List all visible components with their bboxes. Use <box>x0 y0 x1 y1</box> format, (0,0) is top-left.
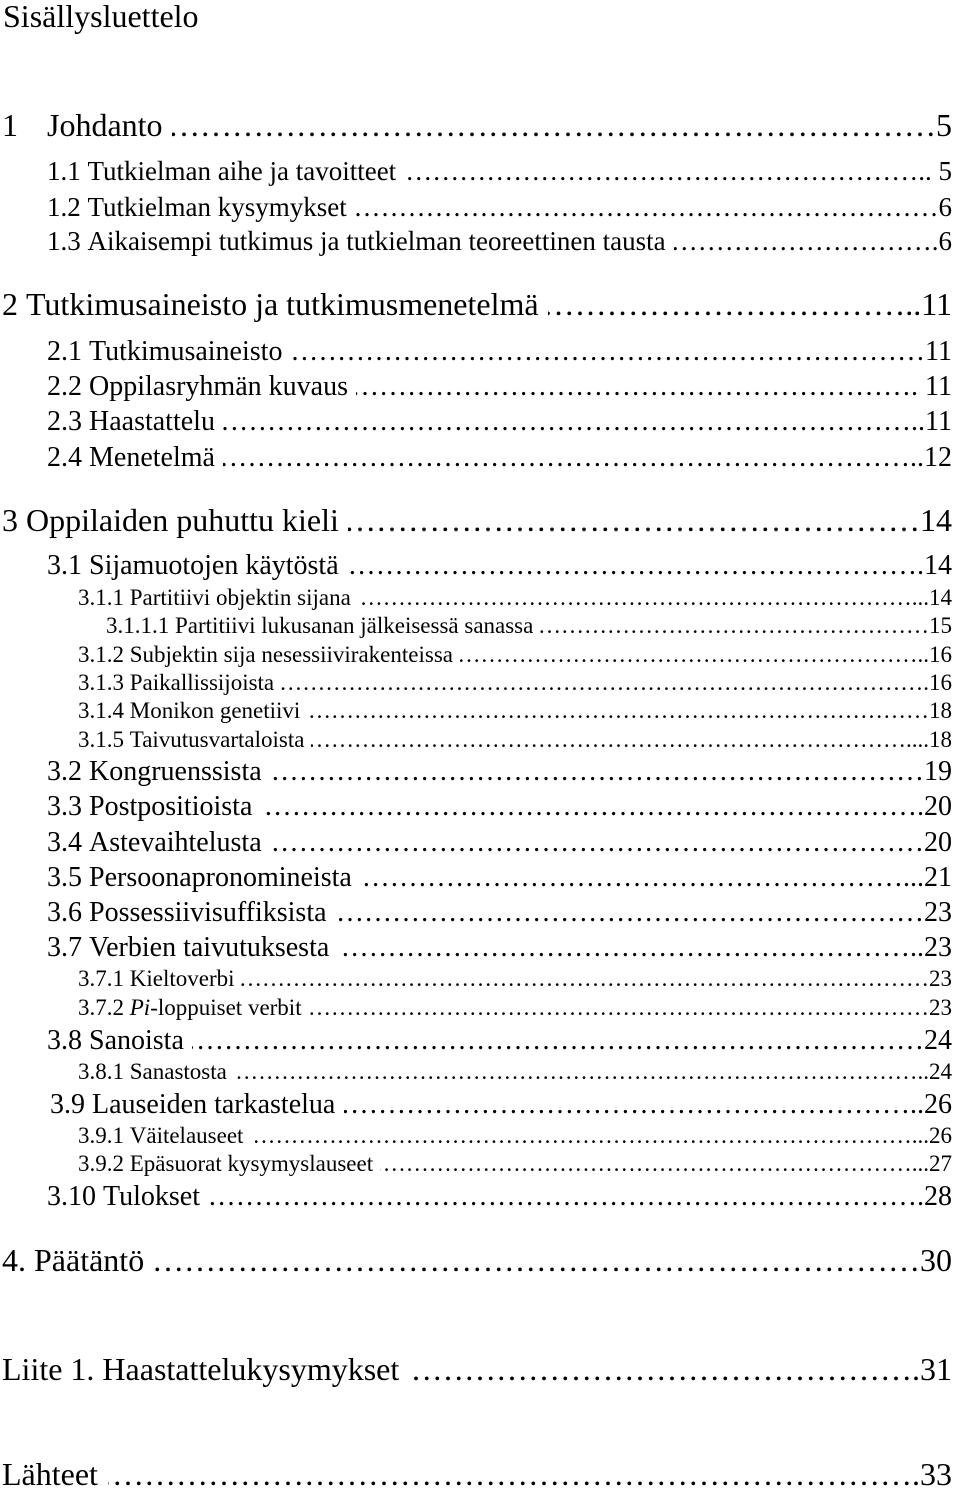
page-number: 16 <box>929 642 952 667</box>
dot-leader <box>172 109 936 141</box>
entry-number: 1.2 <box>47 192 81 222</box>
page-number: 6 <box>938 226 952 256</box>
entry-number: 3.1.3 <box>78 670 124 695</box>
entry-number: 1.3 <box>47 226 81 256</box>
entry-number: 3.1 <box>47 550 82 581</box>
dot-leader <box>338 934 910 962</box>
leader-tail: ... <box>911 1151 929 1176</box>
toc-entry-4 <box>47 228 952 255</box>
page-number: 27 <box>929 1151 952 1176</box>
dot-leader <box>540 614 929 637</box>
entry-title-text: Taivutusvartaloista <box>129 727 305 752</box>
page-number: 11 <box>921 286 952 322</box>
dot-leader <box>344 1091 910 1119</box>
dot-leader <box>234 1060 918 1083</box>
page-number: 23 <box>924 897 952 928</box>
entry-title-text: Kongruenssista <box>89 756 262 787</box>
leader-tail: . <box>911 371 926 402</box>
leader-tail: .. <box>917 642 929 667</box>
page-number: 21 <box>924 862 952 893</box>
entry-title-text: Liite 1. Haastattelukysymykset <box>2 1351 400 1387</box>
entry-title-text: Aikaisempi tutkimus ja tutkielman teoreettinen tausta <box>87 226 666 256</box>
entry-number: 3.6 <box>47 897 82 928</box>
entry-title-text: Partitiivi objektin sijana <box>129 585 351 610</box>
dot-leader <box>223 444 910 472</box>
entry-number: 3.8 <box>47 1025 82 1056</box>
entry-title-text: Tutkimusaineisto <box>89 336 283 367</box>
page-number: 33 <box>920 1456 952 1491</box>
entry-title <box>175 614 533 637</box>
leader-tail: .. <box>917 1059 929 1084</box>
entry-title <box>130 699 301 722</box>
entry-title-text: Epäsuorat kysymyslauseet <box>129 1151 374 1176</box>
dot-leader <box>355 194 939 221</box>
entry-title <box>88 228 666 255</box>
entry-number: 1 <box>2 107 18 143</box>
entry-number: 3.7 <box>47 932 82 963</box>
entry-title <box>130 996 302 1019</box>
entry-title <box>89 552 339 580</box>
entry-number: 3.3 <box>47 791 82 822</box>
entry-title <box>89 338 282 366</box>
entry-number: 3.1.1 <box>78 585 124 610</box>
dot-leader <box>281 671 923 694</box>
entry-title <box>130 967 235 990</box>
dot-leader <box>108 1458 912 1490</box>
leader-tail: . <box>917 1181 924 1212</box>
entry-title-text: Sanoista <box>89 1025 184 1056</box>
entry-title-text: Lauseiden tarkastelua <box>92 1089 336 1120</box>
entry-title <box>89 1027 184 1055</box>
entry-number: 2 <box>2 286 18 322</box>
toc-entry-15 <box>78 671 952 694</box>
leader-tail: . <box>931 226 939 256</box>
toc-entry-5 <box>2 288 952 320</box>
leader-tail: . <box>912 1456 920 1491</box>
entry-title <box>89 864 352 892</box>
entry-number: 3.1.2 <box>78 642 124 667</box>
entry-title-text: Haastattelu <box>89 406 215 437</box>
toc-title: Sisällysluettelo <box>3 0 199 34</box>
page-number: 23 <box>929 966 952 991</box>
toc-entry-13 <box>106 614 952 637</box>
entry-number: 2.1 <box>47 336 82 367</box>
entry-number: 3 <box>2 502 18 538</box>
leader-tail: . <box>917 550 924 581</box>
entry-title <box>130 586 351 609</box>
entry-title-text: Tutkielman kysymykset <box>87 192 347 222</box>
toc-entry-17 <box>78 728 952 751</box>
entry-number: 3.9 <box>50 1089 85 1120</box>
entry-title <box>47 109 163 141</box>
entry-number: 3.7.1 <box>78 966 124 991</box>
toc-entry-14 <box>78 643 952 666</box>
leader-tail: ... <box>911 1123 929 1148</box>
toc-entry-8 <box>47 408 952 436</box>
leader-tail: .. <box>918 156 939 186</box>
entry-title <box>130 643 453 666</box>
toc-entry-18 <box>47 758 952 786</box>
toc-entry-20 <box>47 829 952 857</box>
entry-title-text: Johdanto <box>47 107 163 143</box>
dot-leader <box>404 158 918 185</box>
dot-leader <box>358 586 912 609</box>
entry-title <box>2 1458 98 1490</box>
entry-number: 3.7.2 <box>78 995 124 1020</box>
entry-title-text: Persoonapronomineista <box>89 862 352 893</box>
entry-number: 3.9.1 <box>78 1123 124 1148</box>
entry-title <box>89 408 215 436</box>
toc-entry-31 <box>47 1183 952 1211</box>
entry-title <box>130 671 274 694</box>
entry-title <box>89 758 262 786</box>
page-number: 19 <box>924 756 952 787</box>
page-number: 11 <box>925 336 952 367</box>
entry-title <box>89 373 348 401</box>
page-number: 14 <box>920 502 952 538</box>
dot-leader <box>270 758 924 786</box>
page-number: 20 <box>924 827 952 858</box>
toc-entry-1 <box>2 109 952 141</box>
entry-title-text: Postpositioista <box>89 791 253 822</box>
toc-entry-24 <box>78 967 952 990</box>
page-number: 26 <box>929 1123 952 1148</box>
entry-number: 3.4 <box>47 827 82 858</box>
page-number: 24 <box>929 1059 952 1084</box>
dot-leader <box>347 552 917 580</box>
entry-number: 3.10 <box>47 1181 96 1212</box>
page-number: 24 <box>924 1025 952 1056</box>
entry-title <box>130 1152 373 1175</box>
entry-number: 2.3 <box>47 406 82 437</box>
entry-title-text: Päätäntö <box>34 1242 145 1278</box>
toc-entry-12 <box>78 586 952 609</box>
dot-leader <box>335 899 924 927</box>
entry-title-text: Kieltoverbi <box>129 966 235 991</box>
toc-entry-30 <box>78 1152 952 1175</box>
page-number: 30 <box>920 1242 952 1278</box>
page-number: 23 <box>929 995 952 1020</box>
dot-leader <box>208 1183 917 1211</box>
page-number: 28 <box>924 1181 952 1212</box>
dot-leader <box>409 1353 912 1385</box>
dot-leader <box>250 1124 911 1147</box>
entry-number: 3.9.2 <box>78 1151 124 1176</box>
dot-leader <box>192 1027 924 1055</box>
entry-title <box>92 1091 335 1119</box>
toc-entry-32 <box>2 1244 952 1276</box>
entry-title <box>89 934 329 962</box>
toc-entry-10 <box>2 504 952 536</box>
leader-tail: . <box>923 670 929 695</box>
toc-entry-11 <box>47 552 952 580</box>
entry-number: 3.1.5 <box>78 727 124 752</box>
entry-title <box>89 793 252 821</box>
leader-tail: .... <box>906 727 929 752</box>
page-number: 18 <box>929 698 952 723</box>
toc-entry-25 <box>78 996 952 1019</box>
dot-leader <box>154 1244 920 1276</box>
entry-title-text: Lähteet <box>2 1456 98 1491</box>
entry-title-text: Possessiivisuffiksista <box>89 897 327 928</box>
entry-title <box>130 728 305 751</box>
entry-title-text: Partitiivi lukusanan jälkeisessä sanassa <box>175 613 534 638</box>
page-number: 15 <box>929 613 952 638</box>
entry-title <box>26 288 539 320</box>
entry-number: 3.5 <box>47 862 82 893</box>
page-number: 14 <box>929 585 952 610</box>
leader-tail: .. <box>911 406 926 437</box>
entry-title <box>89 829 262 857</box>
leader-tail: . <box>917 791 924 822</box>
toc-entry-23 <box>47 934 952 962</box>
entry-title-text: Oppilaiden puhuttu kieli <box>26 502 339 538</box>
dot-leader <box>311 728 906 751</box>
dot-leader <box>308 996 929 1019</box>
leader-tail: ... <box>911 585 929 610</box>
page-number: 20 <box>924 791 952 822</box>
entry-title <box>88 158 397 185</box>
toc-entry-3 <box>47 194 952 221</box>
page-number: 14 <box>924 550 952 581</box>
dot-leader <box>241 967 929 990</box>
entry-number: 4. <box>2 1242 26 1278</box>
page-number: 6 <box>938 192 952 222</box>
toc-entry-33 <box>2 1353 952 1385</box>
toc-entry-16 <box>78 699 952 722</box>
entry-number: 3.2 <box>47 756 82 787</box>
entry-title <box>89 444 215 472</box>
leader-tail: .. <box>910 442 924 473</box>
toc-entry-9 <box>47 444 952 472</box>
entry-title-text: Monikon genetiivi <box>129 698 301 723</box>
entry-number: 1.1 <box>47 156 81 186</box>
entry-title-italic: Pi <box>129 995 151 1020</box>
leader-tail: . <box>912 1351 920 1387</box>
toc-entry-7 <box>47 373 952 401</box>
entry-number: 3.8.1 <box>78 1059 124 1084</box>
dot-leader <box>223 408 911 436</box>
page-number: 11 <box>925 371 952 402</box>
toc-entry-21 <box>47 864 952 892</box>
dot-leader <box>380 1152 912 1175</box>
toc-entry-22 <box>47 899 952 927</box>
entry-title <box>2 1353 399 1385</box>
leader-tail: .. <box>910 932 924 963</box>
entry-title-text: Subjektin sija nesessiivirakenteissa <box>129 642 453 667</box>
entry-title <box>103 1183 200 1211</box>
entry-number: 2.2 <box>47 371 82 402</box>
page-number: 16 <box>929 670 952 695</box>
page-number: 18 <box>929 727 952 752</box>
toc-entry-29 <box>78 1124 952 1147</box>
page-number: 5 <box>938 156 952 186</box>
page-number: 12 <box>924 442 952 473</box>
entry-number: 3.1.4 <box>78 698 124 723</box>
entry-title-text: -loppuiset verbit <box>150 995 302 1020</box>
entry-title <box>130 1124 244 1147</box>
leader-tail: .. <box>905 286 922 322</box>
entry-title-text: Astevaihtelusta <box>89 827 262 858</box>
toc-entry-28 <box>50 1091 952 1119</box>
dot-leader <box>548 288 905 320</box>
dot-leader <box>307 699 929 722</box>
toc-entry-19 <box>47 793 952 821</box>
entry-title-text: Tulokset <box>103 1181 201 1212</box>
dot-leader <box>270 829 924 857</box>
entry-title <box>89 899 327 927</box>
toc-entry-27 <box>78 1060 952 1083</box>
entry-title-text: Sijamuotojen käytöstä <box>89 550 339 581</box>
entry-title <box>34 1244 144 1276</box>
entry-title <box>26 504 339 536</box>
toc-entry-34 <box>2 1458 952 1490</box>
dot-leader <box>348 504 920 536</box>
page-number: 5 <box>936 107 952 143</box>
entry-number: 2.4 <box>47 442 82 473</box>
toc-entry-26 <box>47 1027 952 1055</box>
entry-title-text: Paikallissijoista <box>129 670 275 695</box>
page-number: 31 <box>920 1351 952 1387</box>
dot-leader <box>360 864 903 892</box>
entry-title <box>88 194 347 221</box>
entry-title-text: Verbien taivutuksesta <box>89 932 330 963</box>
page-number: 26 <box>924 1089 952 1120</box>
entry-title-text: Tutkimusaineisto ja tutkimusmenetelmä <box>26 286 539 322</box>
entry-title-text: Menetelmä <box>89 442 215 473</box>
dot-leader <box>261 793 917 821</box>
leader-tail: .. <box>910 1089 924 1120</box>
toc-entry-2 <box>47 158 952 185</box>
entry-number: 3.1.1.1 <box>106 613 170 638</box>
entry-title-text: Oppilasryhmän kuvaus <box>89 371 348 402</box>
dot-leader <box>460 643 918 666</box>
leader-tail: ... <box>903 862 924 893</box>
dot-leader <box>356 373 911 401</box>
page-number: 23 <box>924 932 952 963</box>
entry-title <box>130 1060 227 1083</box>
toc-entry-6 <box>47 338 952 366</box>
entry-title-text: Väitelauseet <box>129 1123 244 1148</box>
dot-leader <box>674 228 932 255</box>
entry-title-text: Tutkielman aihe ja tavoitteet <box>87 156 397 186</box>
dot-leader <box>291 338 925 366</box>
entry-title-text: Sanastosta <box>129 1059 227 1084</box>
page-number: 11 <box>925 406 952 437</box>
